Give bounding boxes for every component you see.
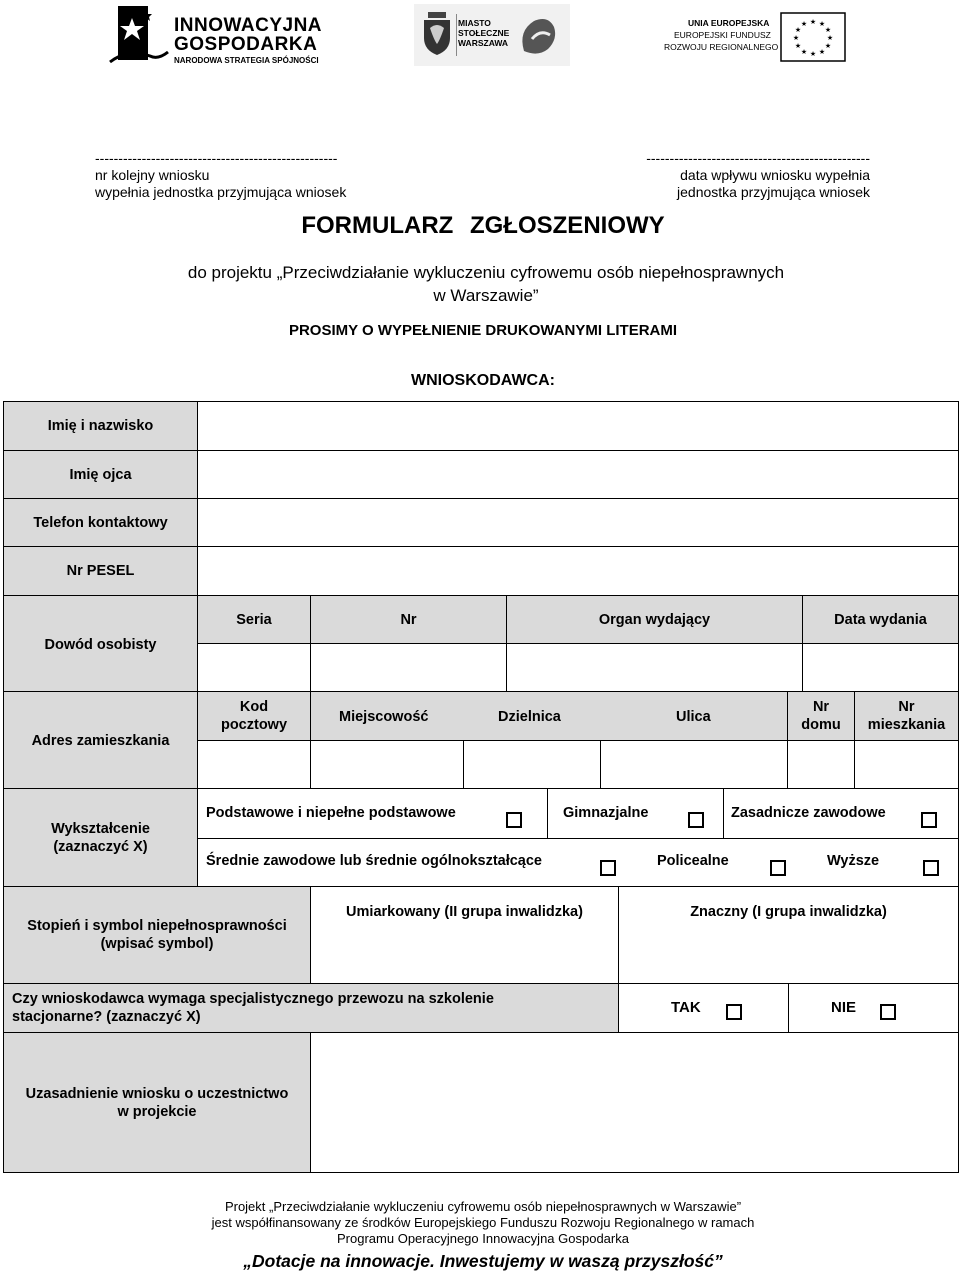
city-field[interactable] [310, 740, 464, 789]
svg-text:★: ★ [800, 20, 808, 28]
name-field[interactable] [197, 401, 959, 451]
education-higher-checkbox[interactable] [923, 860, 939, 876]
logo-text-line2: GOSPODARKA [174, 34, 318, 55]
applicant-heading: WNIOSKODAWCA: [411, 372, 555, 389]
receipt-date-label: data wpływu wniosku wypełnia [680, 167, 870, 183]
innowacyjna-gospodarka-logo [108, 4, 330, 68]
education-secondary-checkbox[interactable] [600, 860, 616, 876]
registration-number-block [95, 150, 346, 201]
father-name-label: Imię ojca [3, 450, 198, 499]
svg-text:★: ★ [794, 26, 802, 34]
apartment-number-header: Nr mieszkania [854, 691, 959, 741]
receipt-date-block [646, 150, 870, 201]
education-higher-label: Wyższe [827, 853, 880, 869]
education-vocational-checkbox[interactable] [921, 812, 937, 828]
pesel-field[interactable] [197, 546, 959, 596]
svg-text:★: ★ [824, 42, 832, 50]
footer-text [0, 1199, 960, 1247]
id-issuer-field[interactable] [506, 643, 803, 692]
dashes-left: ---------------------------------------------------- [95, 150, 338, 166]
id-issuer-header: Organ wydający [506, 595, 803, 644]
education-secondary-label: Średnie zawodowe lub średnie ogólnokształcące [206, 853, 542, 869]
form-subtitle: do projektu „Przeciwdziałanie wykluczeniu cyfrowemu osób niepełnosprawnych w Warszawie” [187, 263, 785, 305]
ue-logo-line2: EUROPEJSKI FUNDUSZ [674, 30, 771, 40]
logo-text-line1: INNOWACYJNA [174, 15, 323, 36]
footer-slogan: „Dotacje na innowacje. Inwestujemy w waszą przyszłość” [243, 1251, 723, 1271]
address-label: Adres zamieszkania [3, 691, 198, 789]
logo-text-line3: NARODOWA STRATEGIA SPÓJNOŚCI [174, 56, 319, 65]
education-basic-checkbox[interactable] [506, 812, 522, 828]
education-gymnasium-checkbox[interactable] [688, 812, 704, 828]
house-number-header: Nr domu [787, 691, 855, 741]
svg-text:★: ★ [824, 26, 832, 34]
eu-flag-icon [780, 12, 846, 62]
id-series-header: Seria [197, 595, 311, 644]
education-vocational-label: Zasadnicze zawodowe [731, 805, 886, 821]
svg-text:★: ★ [818, 20, 826, 28]
education-label: Wykształcenie (zaznaczyć X) [3, 788, 198, 887]
education-gymnasium-label: Gimnazjalne [563, 805, 649, 821]
house-number-field[interactable] [787, 740, 855, 789]
disability-moderate-cell[interactable]: Umiarkowany (II grupa inwalidzka) [310, 886, 619, 984]
warszawa-logo-text: MIASTO STOŁECZNE WARSZAWA [458, 18, 510, 48]
transport-yes-label: TAK [671, 999, 701, 1016]
fill-instruction: PROSIMY O WYPEŁNIENIE DRUKOWANYMI LITERAMI [288, 322, 678, 339]
ue-logo-line3: ROZWOJU REGIONALNEGO [664, 42, 779, 52]
phone-field[interactable] [197, 498, 959, 547]
svg-text:★: ★ [818, 48, 826, 56]
footer-line3: Programu Operacyjnego Innowacyjna Gospodarka [337, 1231, 629, 1246]
id-number-field[interactable] [310, 643, 507, 692]
district-field[interactable] [463, 740, 601, 789]
postal-code-header: Kod pocztowy [197, 691, 311, 741]
justification-field[interactable] [310, 1032, 959, 1173]
disability-label: Stopień i symbol niepełnosprawności (wpisać symbol) [3, 886, 311, 984]
svg-text:★: ★ [794, 42, 802, 50]
registration-number-note: wypełnia jednostka przyjmująca wniosek [95, 184, 347, 200]
postal-code-field[interactable] [197, 740, 311, 789]
star-figure-icon [108, 4, 170, 66]
warszawa-crest-icon [420, 12, 454, 56]
id-series-field[interactable] [197, 643, 311, 692]
street-header: Ulica [676, 709, 711, 725]
apartment-number-field[interactable] [854, 740, 959, 789]
ue-logo-line1: UNIA EUROPEJSKA [688, 18, 770, 28]
name-label: Imię i nazwisko [3, 401, 198, 451]
pesel-label: Nr PESEL [3, 546, 198, 596]
transport-no-label: NIE [831, 999, 857, 1016]
dashes-right: ------------------------------------------------ [646, 150, 870, 166]
justification-label: Uzasadnienie wniosku o uczestnictwo w projekcie [3, 1032, 311, 1173]
city-header: Miejscowość [339, 709, 429, 725]
svg-text:★: ★ [826, 34, 834, 42]
warszawa-logo [414, 4, 570, 66]
transport-yes-checkbox[interactable] [726, 1004, 742, 1020]
id-issue-date-field[interactable] [802, 643, 959, 692]
disability-severe-cell[interactable]: Znaczny (I grupa inwalidzka) [618, 886, 959, 984]
receipt-date-note: jednostka przyjmująca wniosek [677, 184, 870, 200]
transport-yes-cell [618, 983, 789, 1033]
education-postsecondary-checkbox[interactable] [770, 860, 786, 876]
transport-question: Czy wnioskodawca wymaga specjalistycznego przewozu na szkolenie stacjonarne? (zaznaczyć X) [3, 983, 619, 1033]
ue-logo [664, 10, 850, 64]
id-issue-date-header: Data wydania [802, 595, 959, 644]
svg-text:★: ★ [809, 50, 817, 58]
mermaid-sign-icon [514, 11, 564, 59]
svg-text:★: ★ [800, 48, 808, 56]
father-name-field[interactable] [197, 450, 959, 499]
address-headers-group [310, 691, 788, 741]
transport-no-checkbox[interactable] [880, 1004, 896, 1020]
footer-line1: Projekt „Przeciwdziałanie wykluczeniu cyfrowemu osób niepełnosprawnych w Warszawie” [224, 1199, 742, 1214]
district-header: Dzielnica [498, 709, 561, 725]
svg-text:★: ★ [809, 18, 817, 26]
phone-label: Telefon kontaktowy [3, 498, 198, 547]
form-title: FORMULARZ ZGŁOSZENIOWY [301, 212, 665, 239]
education-postsecondary-label: Policealne [657, 853, 729, 869]
footer-line2: jest współfinansowany ze środków Europejskiego Funduszu Rozwoju Regionalnego w ramach [211, 1215, 755, 1230]
id-number-header: Nr [310, 595, 507, 644]
transport-no-cell [788, 983, 959, 1033]
svg-text:★: ★ [792, 34, 800, 42]
id-card-label: Dowód osobisty [3, 595, 198, 692]
education-basic-label: Podstawowe i niepełne podstawowe [206, 805, 456, 821]
street-field[interactable] [600, 740, 788, 789]
registration-number-label: nr kolejny wniosku [95, 167, 210, 183]
